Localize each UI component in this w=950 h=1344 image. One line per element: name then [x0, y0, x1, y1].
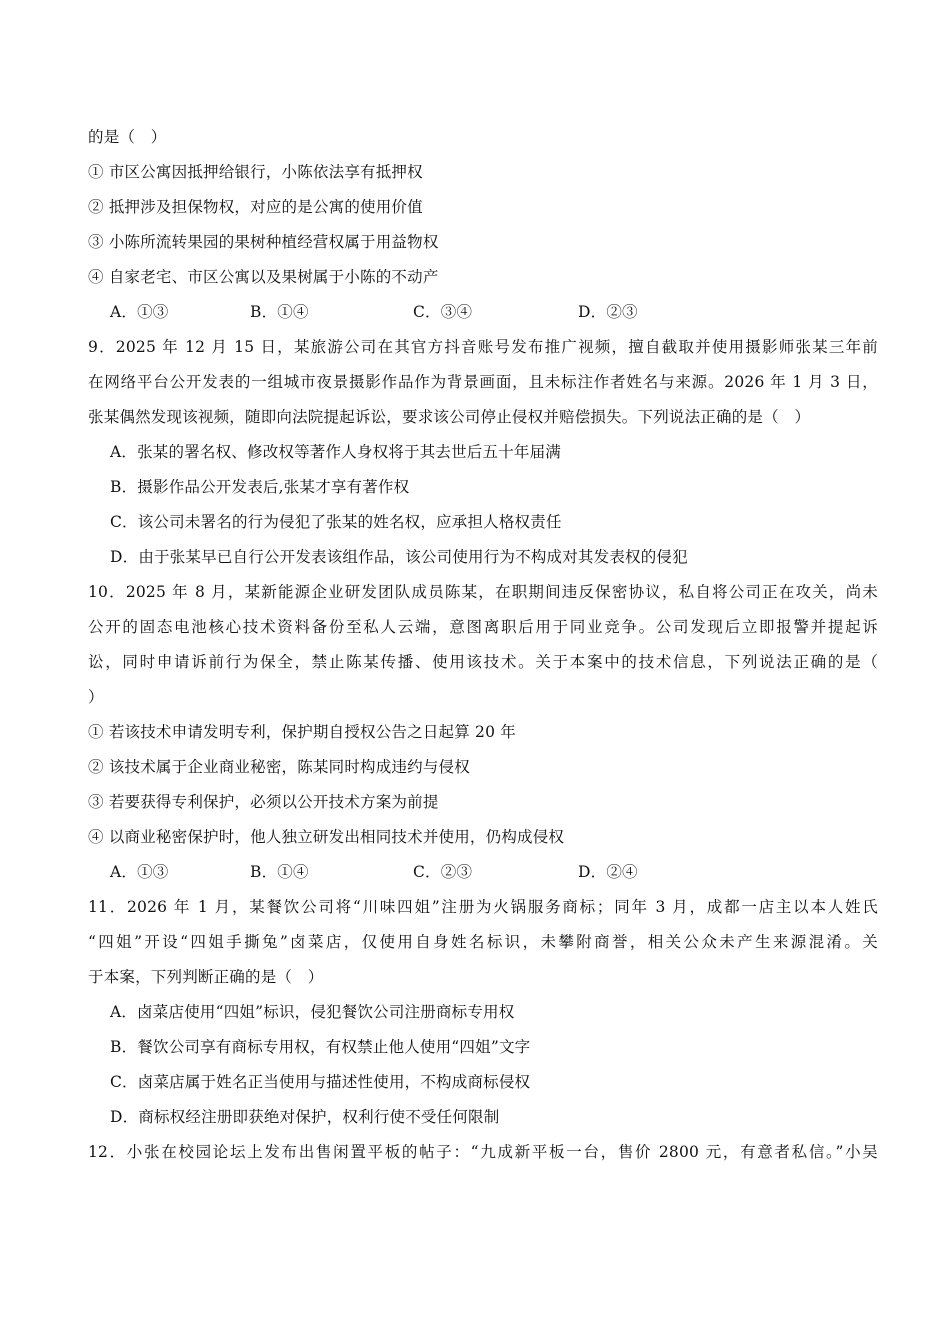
question-stem-line: 11．2026 年 1 月，某餐饮公司将“川味四姐”注册为火锅服务商标；同年 3 月，成都一店主以本人姓氏 [88, 898, 878, 916]
question-10 [88, 575, 878, 890]
choice-d[interactable]: D．②④ [578, 863, 638, 881]
choice-b[interactable]: B．餐饮公司享有商标专用权，有权禁止他人使用“四姐”文字 [110, 1038, 531, 1056]
question-9 [88, 330, 878, 575]
choice-a[interactable]: A．①③ [110, 303, 169, 321]
question-stem-line: 公开的固态电池核心技术资料备份至私人云端，意图离职后用于同业竞争。公司发现后立即报警并提起诉 [88, 618, 878, 636]
statement-option: ④ 自家老宅、市区公寓以及果树属于小陈的不动产 [88, 268, 439, 286]
choice-b[interactable]: B．①④ [250, 303, 309, 321]
choice-d[interactable]: D．②③ [578, 303, 638, 321]
answer-choices [88, 855, 878, 890]
choice-d[interactable]: D．商标权经注册即获绝对保护，权利行使不受任何限制 [110, 1108, 500, 1126]
question-11 [88, 890, 878, 1135]
question-stem-line: “四姐”开设“四姐手撕兔”卤菜店，仅使用自身姓名标识，未攀附商誉，相关公众未产生来源混淆。关 [88, 933, 878, 951]
choice-a[interactable]: A．①③ [110, 863, 169, 881]
choice-d[interactable]: D．由于张某早已自行公开发表该组作品，该公司使用行为不构成对其发表权的侵犯 [110, 548, 688, 566]
choice-a[interactable]: A．张某的署名权、修改权等著作人身权将于其去世后五十年届满 [110, 443, 561, 461]
question-stem-line: 10．2025 年 8 月，某新能源企业研发团队成员陈某，在职期间违反保密协议，私自将公司正在攻关，尚未 [88, 583, 878, 601]
question-stem-line: 张某偶然发现该视频，随即向法院提起诉讼，要求该公司停止侵权并赔偿损失。下列说法正确的是（ ） [88, 408, 811, 426]
statement-option: ③ 小陈所流转果园的果树种植经营权属于用益物权 [88, 233, 439, 251]
question-stem-line: 在网络平台公开发表的一组城市夜景摄影作品作为背景画面，且未标注作者姓名与来源。2026 年 1 月 3 日， [88, 373, 878, 391]
question-stem-line: ） [88, 688, 104, 706]
question-stem-line: 于本案，下列判断正确的是（ ） [88, 968, 324, 986]
question-8 [88, 120, 878, 330]
choice-c[interactable]: C．②③ [413, 863, 473, 881]
statement-option: ② 抵押涉及担保物权，对应的是公寓的使用价值 [88, 198, 423, 216]
question-12 [88, 1135, 878, 1170]
question-stem-line: 12．小张在校园论坛上发布出售闲置平板的帖子：“九成新平板一台，售价 2800 元，有意者私信。”小吴 [88, 1143, 878, 1161]
statement-option: ③ 若要获得专利保护，必须以公开技术方案为前提 [88, 793, 439, 811]
statement-option: ② 该技术属于企业商业秘密，陈某同时构成违约与侵权 [88, 758, 470, 776]
choice-c[interactable]: C．卤菜店属于姓名正当使用与描述性使用，不构成商标侵权 [110, 1073, 531, 1091]
answer-choices [88, 295, 878, 330]
choice-a[interactable]: A．卤菜店使用“四姐”标识，侵犯餐饮公司注册商标专用权 [110, 1003, 515, 1021]
question-stem-line: 讼，同时申请诉前行为保全，禁止陈某传播、使用该技术。关于本案中的技术信息，下列说法正确的是（ [88, 653, 878, 671]
statement-option: ① 市区公寓因抵押给银行，小陈依法享有抵押权 [88, 163, 423, 181]
choice-b[interactable]: B．①④ [250, 863, 309, 881]
choice-c[interactable]: C．该公司未署名的行为侵犯了张某的姓名权，应承担人格权责任 [110, 513, 562, 531]
statement-option: ④ 以商业秘密保护时，他人独立研发出相同技术并使用，仍构成侵权 [88, 828, 565, 846]
exam-page [88, 120, 878, 1170]
question-stem-tail: 的是（ ） [88, 128, 167, 146]
choice-b[interactable]: B．摄影作品公开发表后,张某才享有著作权 [110, 478, 410, 496]
statement-option: ① 若该技术申请发明专利，保护期自授权公告之日起算 20 年 [88, 723, 517, 741]
choice-c[interactable]: C．③④ [413, 303, 473, 321]
question-stem-line: 9．2025 年 12 月 15 日，某旅游公司在其官方抖音账号发布推广视频，擅自截取并使用摄影师张某三年前 [88, 338, 878, 356]
